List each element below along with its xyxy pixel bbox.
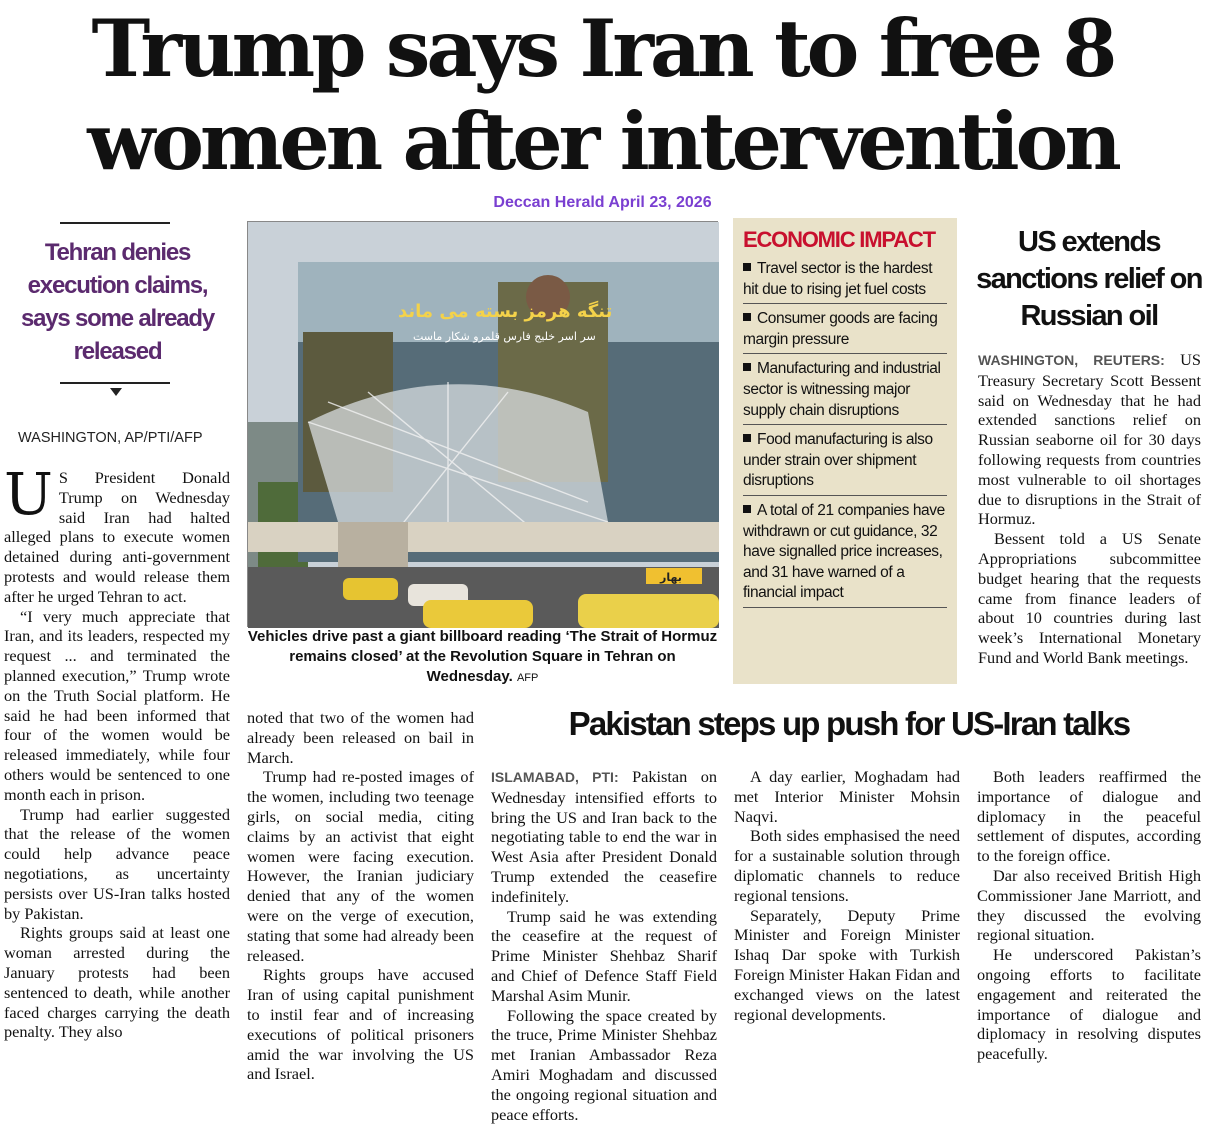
economic-impact-item: A total of 21 companies have withdrawn or cut guidance, 32 have signalled price increases, and 31 have warned of a financial impact — [743, 496, 947, 608]
sanctions-paragraph-2: Bessent told a US Senate Appropriations subcommittee budget hearing that the requests came from finance leaders of about 10 countries during last week’s International Monetary Fund and World Bank meetings. — [978, 529, 1201, 667]
billboard-subtext: سر اسر خلیج فارس قلمرو شکار ماست — [413, 330, 596, 343]
pakistan-story-column-3 — [977, 767, 1201, 1064]
main-paragraph-7: Rights groups have accused Iran of using capital punishment to instil fear and of increasing executions of political prisoners amid the war involving the US and Israel. — [247, 965, 474, 1084]
main-paragraph-3: Trump had earlier suggested that the release of the women could help advance peace negotiations, as uncertainty persists over US-Iran talks hosted by Pakistan. — [4, 804, 230, 923]
pakistan-paragraph-9: He underscored Pakistan’s ongoing efforts to facilitate engagement and reiterated the importance of dialogue and diplomacy in resolving disputes peacefully. — [977, 945, 1201, 1064]
bullet-square-icon — [743, 434, 751, 442]
main-paragraph-2: “I very much appreciate that Iran, and its leaders, respected my request ... and terminated the planned execution,” Trump wrote on the Truth Social platform. He said he had been informed that four of the women would be released immediately, while four others would be sentenced to one month each in prison. — [4, 606, 230, 804]
headline-line-1: Trump says Iran to free 8 — [91, 2, 1114, 95]
bullet-square-icon — [743, 313, 751, 321]
source-line: Deccan Herald April 23, 2026 — [493, 194, 712, 211]
main-headline — [0, 2, 1205, 188]
economic-impact-box — [733, 218, 957, 684]
billboard-text: تنگه هرمز بسته می ماند — [398, 301, 613, 322]
headline-line-2: women after intervention — [87, 95, 1118, 188]
bullet-square-icon — [743, 363, 751, 371]
main-paragraph-5: noted that two of the women had already been released on bail in March. — [247, 708, 474, 767]
sanctions-headline: US extends sanctions relief on Russian oil — [976, 226, 1202, 332]
pakistan-story-column-1 — [491, 767, 717, 1124]
main-subhead: Tehran denies execution claims, says some already released — [20, 239, 215, 365]
bullet-square-icon — [743, 505, 751, 513]
pakistan-paragraph-3: Following the space created by the truce, Prime Minister Shehbaz met Iranian Ambassador Reza Amiri Moghadam and discussed the ongoing regional situation and peace efforts. — [491, 1005, 717, 1124]
main-paragraph-1: U S President Donald Trump on Wednesday said Iran had halted alleged plans to execute women detained during anti-government protests and would release them after he urged Tehran to act. — [4, 460, 230, 606]
pakistan-paragraph-4: A day earlier, Moghadam had met Interior Minister Mohsin Naqvi. — [734, 767, 960, 826]
pakistan-paragraph-8: Dar also received British High Commissioner Jane Marriott, and they discussed the evolving regional situation. — [977, 865, 1201, 945]
economic-impact-item: Travel sector is the hardest hit due to rising jet fuel costs — [743, 254, 947, 304]
economic-impact-title: ECONOMIC IMPACT — [743, 227, 935, 252]
main-story-column-1 — [4, 460, 230, 1042]
economic-impact-item: Food manufacturing is also under strain over shipment disruptions — [743, 425, 947, 496]
subhead-top-rule — [60, 222, 170, 224]
shop-sign: بهار — [660, 571, 682, 584]
sanctions-story-column — [978, 350, 1201, 668]
main-paragraph-4: Rights groups said at least one woman arrested during the January protests had been sentenced to death, while another faced charges carrying the death penalty. They also — [4, 923, 230, 1042]
photo-credit: AFP — [516, 672, 539, 684]
pakistan-byline: ISLAMABAD, PTI: — [491, 769, 619, 785]
pakistan-paragraph-1: ISLAMABAD, PTI: Pakistan on Wednesday intensified efforts to bring the US and Iran back to the negotiating table to end the war in West Asia after President Donald Trump extended the ceasefire indefinitely. — [491, 767, 717, 906]
drop-cap: U — [4, 460, 53, 528]
pakistan-headline: Pakistan steps up push for US-Iran talks — [568, 705, 1130, 742]
pakistan-paragraph-2: Trump said he was extending the ceasefire at the request of Prime Minister Shehbaz Sharif and Chief of Defence Staff Field Marshal Asim Munir. — [491, 906, 717, 1005]
bullet-square-icon — [743, 263, 751, 271]
subhead-bottom-rule — [60, 382, 170, 384]
pakistan-story-column-2 — [734, 767, 960, 1024]
sanctions-byline: WASHINGTON, REUTERS: — [978, 352, 1165, 368]
photo-caption: Vehicles drive past a giant billboard reading ‘The Strait of Hormuz remains closed’ at the Revolution Square in Tehran on Wednesday. AFP — [247, 628, 718, 685]
pakistan-paragraph-7: Both leaders reaffirmed the importance of dialogue and diplomacy in the peaceful settlement of disputes, according to the foreign office. — [977, 767, 1201, 866]
economic-impact-item: Consumer goods are facing margin pressure — [743, 304, 947, 354]
pakistan-paragraph-6: Separately, Deputy Prime Minister and Foreign Minister Ishaq Dar spoke with Turkish Foreign Minister Hakan Fidan and exchanged views on the latest regional developments. — [734, 905, 960, 1024]
down-arrow-icon — [110, 388, 122, 396]
sanctions-paragraph-1: WASHINGTON, REUTERS: US Treasury Secretary Scott Bessent said on Wednesday that he had extended sanctions relief on Russian seaborne oil for 30 days following requests from countries most vulnerable to oil shortages due to disruptions in the Strait of Hormuz. — [978, 350, 1201, 529]
pakistan-paragraph-5: Both sides emphasised the need for a sustainable solution through diplomatic channels to reduce regional tensions. — [734, 826, 960, 905]
economic-impact-item: Manufacturing and industrial sector is witnessing major supply chain disruptions — [743, 354, 947, 425]
main-byline: WASHINGTON, AP/PTI/AFP — [18, 430, 203, 446]
main-story-column-2 — [247, 708, 474, 1084]
billboard-illustration — [248, 222, 719, 628]
main-paragraph-6: Trump had re-posted images of the women, including two teenage girls, on social media, citing claims by an activist that eight women were facing execution. However, the Iranian judiciary denied that any of the women were on the verge of execution, stating that some had already been released. — [247, 767, 474, 965]
billboard-photo — [247, 221, 718, 627]
